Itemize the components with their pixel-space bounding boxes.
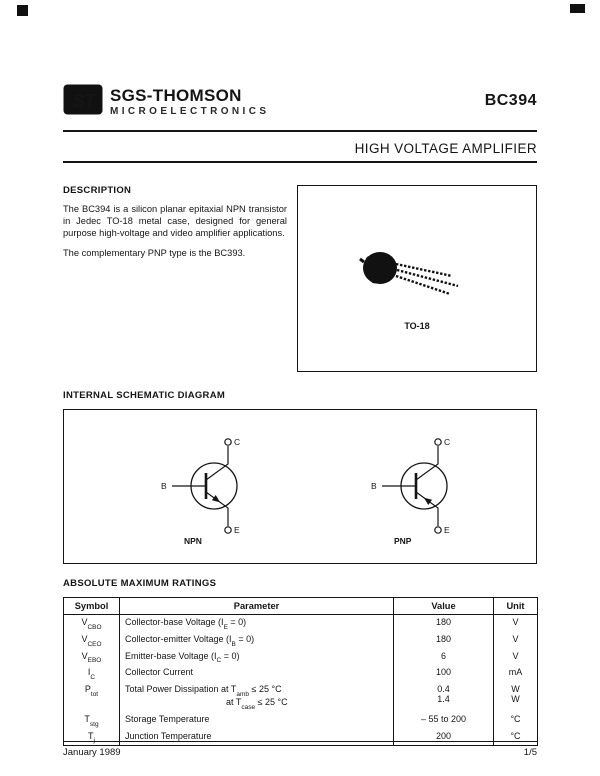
header — [63, 84, 537, 120]
column-header-unit: Unit — [494, 598, 538, 615]
description-paragraph: The complementary PNP type is the BC393. — [63, 248, 246, 259]
part-number: BC394 — [484, 92, 537, 109]
page-number: 1/5 — [523, 747, 537, 758]
package-box — [297, 185, 537, 372]
table-row: $V_{CBO}$ Collector-base Voltage $(I_E = 0)$ 180 V — [64, 615, 538, 632]
to18-package-icon — [342, 234, 492, 319]
header-rule — [63, 130, 537, 132]
table-row: $T_{stg}$ Storage Temperature – 55 to 200 °C — [64, 712, 538, 729]
npn-label: NPN — [184, 536, 202, 546]
st-logo-icon — [63, 84, 103, 120]
description-heading: DESCRIPTION — [63, 185, 132, 196]
column-header-parameter: Parameter — [120, 598, 394, 615]
ratings-heading: ABSOLUTE MAXIMUM RATINGS — [63, 578, 217, 589]
base-terminal-label: B — [161, 481, 167, 491]
footer — [63, 741, 537, 758]
base-terminal-label: B — [371, 481, 377, 491]
brand-subname: MICROELECTRONICS — [110, 106, 270, 117]
table-row: $V_{EBO}$ Emitter-base Voltage $(I_C = 0)$ 6 V — [64, 649, 538, 666]
subtitle-rule — [63, 161, 537, 163]
collector-terminal-label: C — [444, 437, 451, 447]
column-header-value: Value — [394, 598, 494, 615]
svg-text:ST: ST — [72, 91, 96, 111]
pnp-transistor-symbol — [366, 426, 486, 555]
npn-transistor-symbol — [156, 426, 276, 555]
brand-text — [110, 87, 269, 117]
column-header-symbol: Symbol — [64, 598, 120, 615]
ratings-section — [63, 578, 537, 746]
footer-date: January 1989 — [63, 747, 121, 758]
scan-mark — [570, 4, 585, 13]
emitter-terminal-label: E — [234, 525, 240, 535]
schematic-heading: INTERNAL SCHEMATIC DIAGRAM — [63, 390, 226, 401]
absolute-maximum-ratings-table — [63, 597, 538, 746]
table-row: $T_j$ Junction Temperature 200 °C — [64, 729, 538, 746]
schematic-section — [63, 390, 537, 564]
table-row: $P_{tot}$ Total Power Dissipation at $T_{amb} \le 25$ °C at $T_{case} \le 25$ °C 0.4 1.4 W W — [64, 682, 538, 712]
scan-mark — [17, 5, 28, 16]
table-header-row — [64, 598, 538, 615]
package-label: TO-18 — [404, 321, 430, 331]
brand — [63, 84, 269, 120]
description-section — [63, 185, 537, 372]
table-row: $I_C$ Collector Current 100 mA — [64, 665, 538, 682]
brand-name: SGS-THOMSON — [110, 86, 242, 105]
schematic-box — [63, 409, 537, 564]
doc-subtitle: HIGH VOLTAGE AMPLIFIER — [354, 141, 537, 156]
description-paragraph: The BC394 is a silicon planar epitaxial NPN transistor in Jedec TO-18 metal case, designed for general purpose high-voltage and video amplifier applications. — [63, 204, 287, 239]
pnp-label: PNP — [394, 536, 412, 546]
collector-terminal-label: C — [234, 437, 241, 447]
table-row: $V_{CEO}$ Collector-emitter Voltage $(I_B = 0)$ 180 V — [64, 632, 538, 649]
emitter-terminal-label: E — [444, 525, 450, 535]
